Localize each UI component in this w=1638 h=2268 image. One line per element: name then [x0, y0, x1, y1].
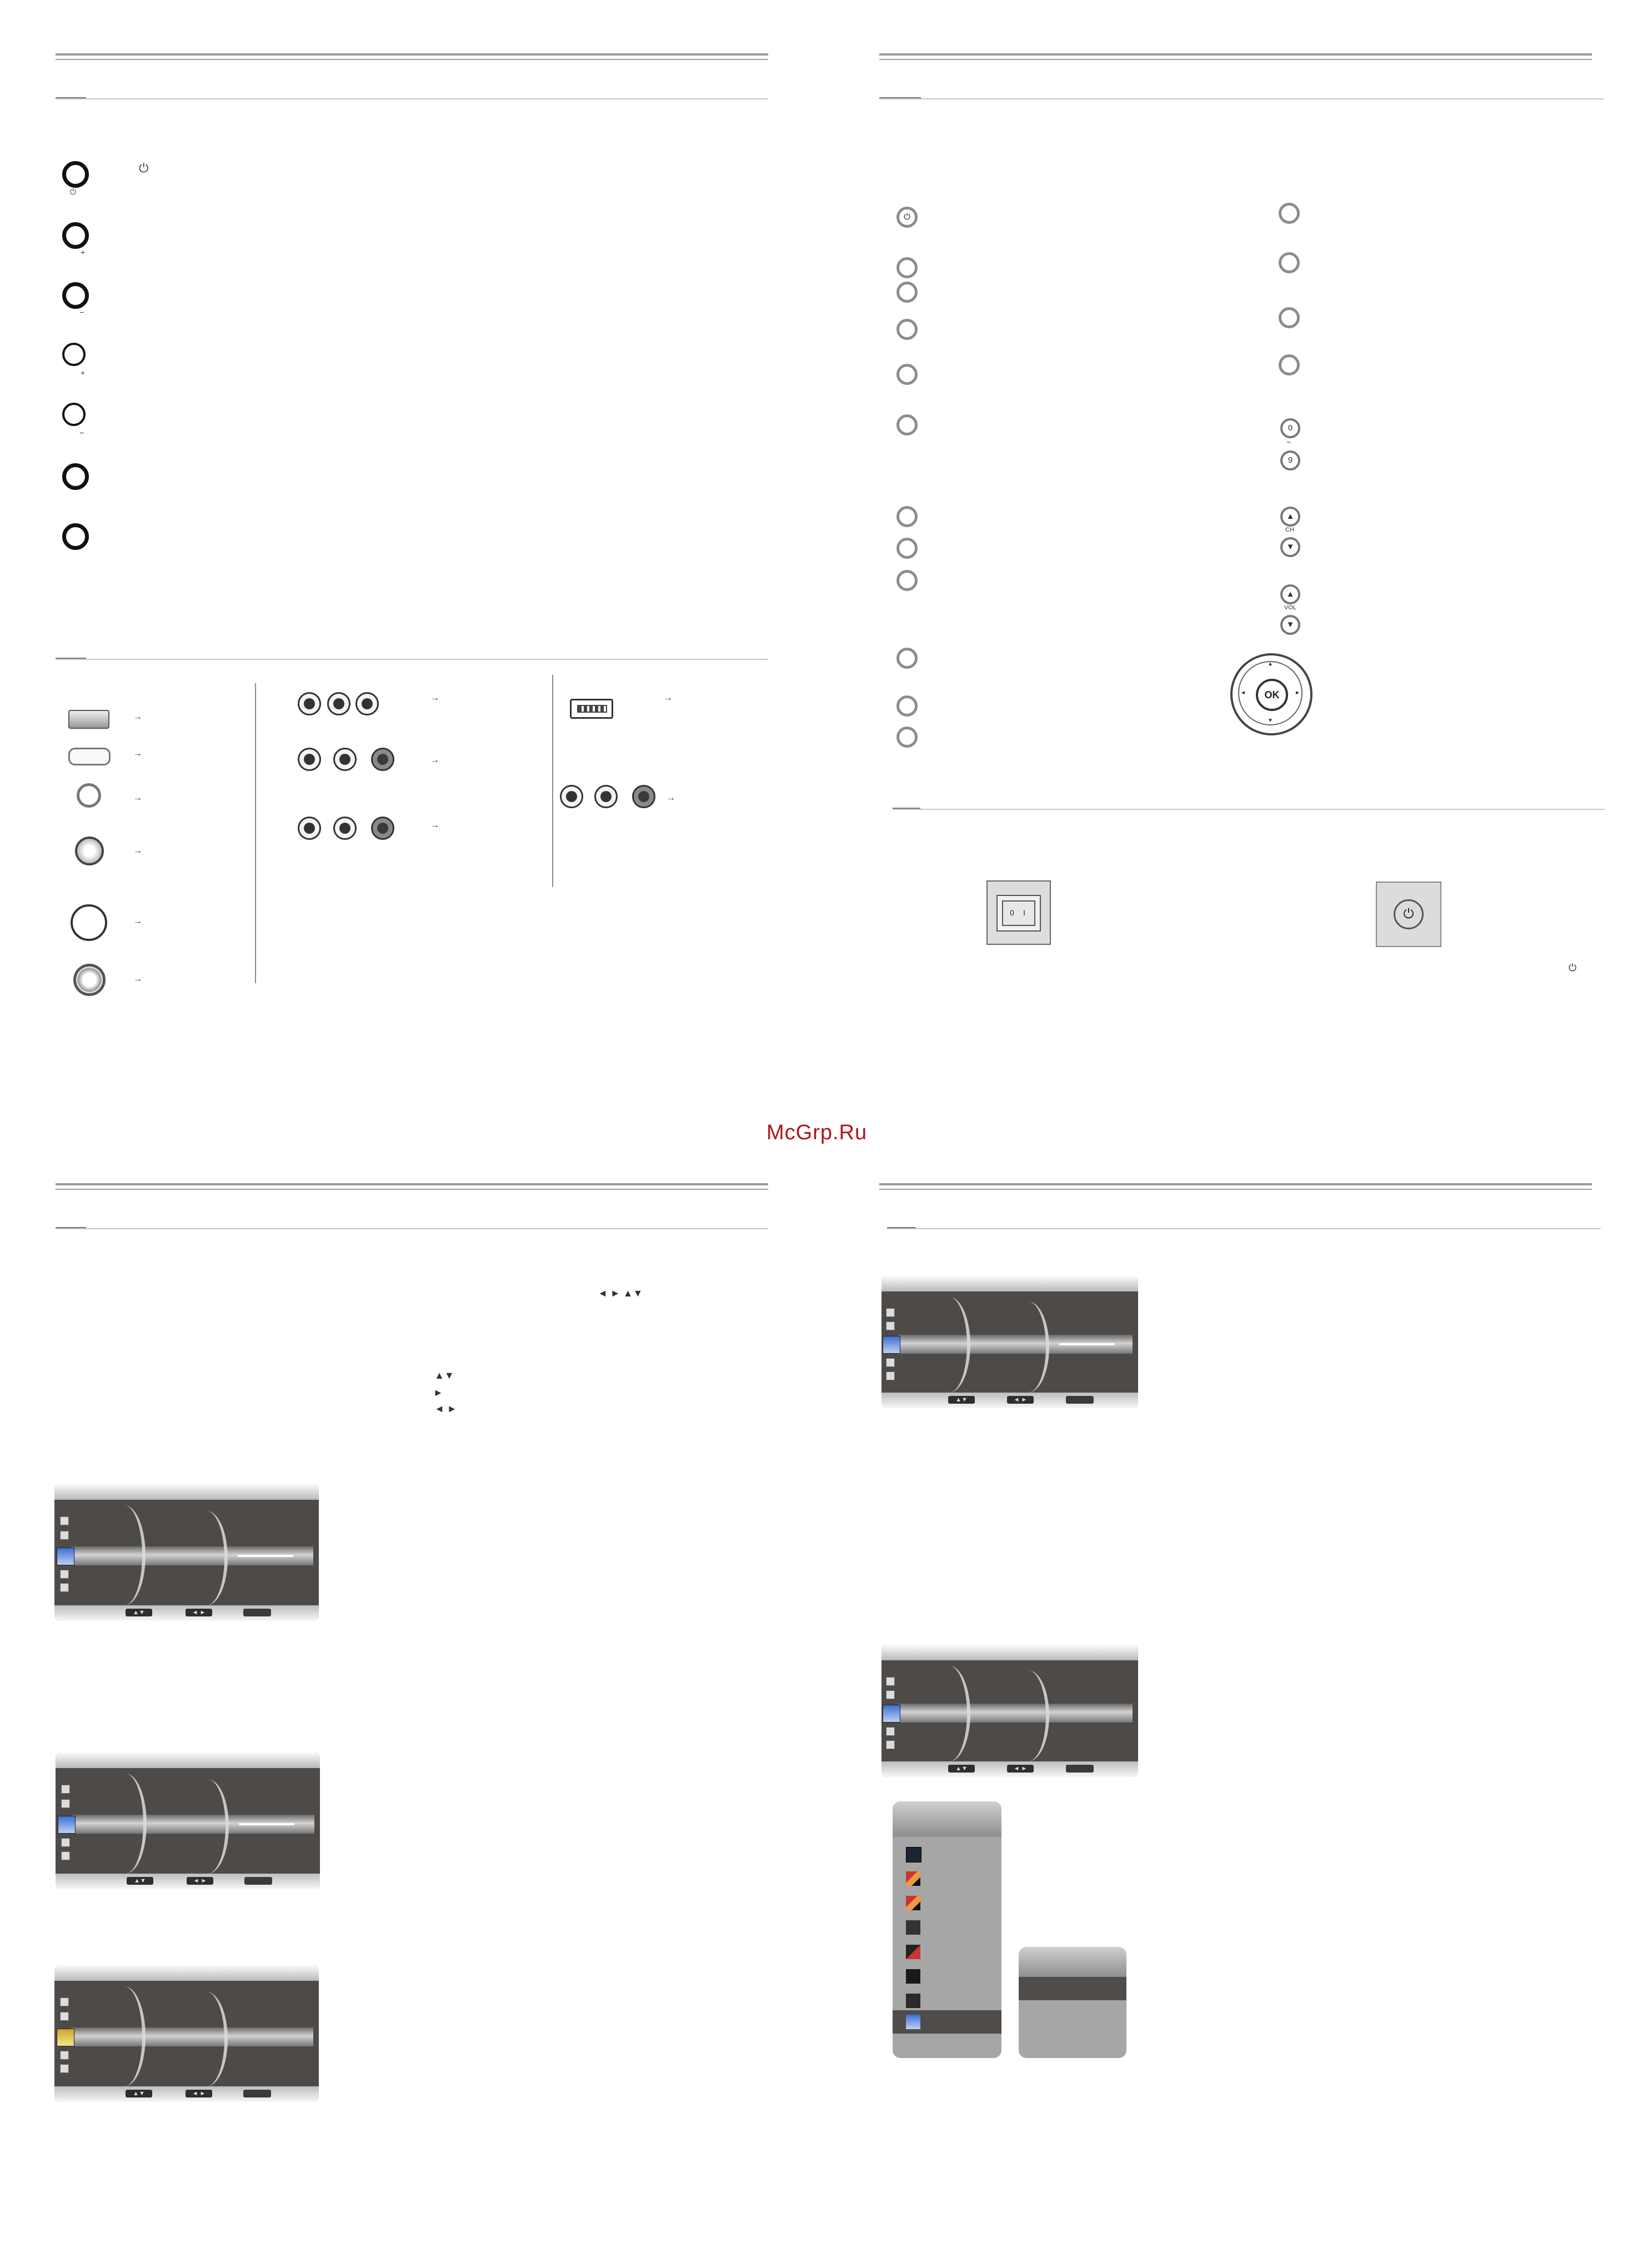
coax-arrow-icon: → [133, 974, 142, 984]
osd-arc-divider [928, 1297, 970, 1393]
osd-key-updown: ▲▼ [948, 1765, 975, 1773]
osd-arc-divider [104, 1774, 147, 1874]
remote-ch-up-icon: ▲ [1280, 507, 1300, 527]
header-rule-thin-right [879, 59, 1592, 60]
av1-video-jack-icon [298, 748, 321, 771]
osd-tab-icon [60, 2064, 69, 2073]
osd-key-updown: ▲▼ [126, 1609, 152, 1616]
remote-nav-up-icon: ▲ [1268, 661, 1273, 667]
vol-up-key-symbol: + [81, 368, 86, 377]
remote-nav-right-icon: ► [1295, 690, 1300, 696]
header-rule-bl [56, 1183, 768, 1185]
osd-tab-icon [886, 1727, 895, 1736]
vol-up-key-icon [62, 343, 86, 366]
osd-arc-divider [187, 1779, 229, 1874]
osd-tab-icon [886, 1358, 895, 1367]
power-section-tag [893, 808, 920, 809]
section-rule-br [887, 1228, 1601, 1229]
av2-arrow-icon: → [430, 820, 439, 830]
header-rule-br [879, 1183, 1592, 1185]
remote-power-icon: ⏻ [896, 207, 918, 228]
osd-slider [1059, 1343, 1115, 1345]
standby-power-button-icon [1376, 882, 1441, 947]
osd-menu-screenshot-3 [54, 1965, 319, 2102]
switch-off-label: 0 [1010, 908, 1014, 917]
remote-digit-9-icon: 9 [1280, 450, 1300, 470]
osd-tab-icon [886, 1677, 895, 1686]
connectors-divider-2 [552, 675, 553, 887]
remote-key-4-icon [896, 319, 918, 340]
source-item-icon [906, 1896, 920, 1910]
source-list-header [893, 1801, 1001, 1837]
watermark: McGrp.Ru [767, 1121, 868, 1144]
av1-audio-l-jack-icon [333, 748, 357, 771]
osd-tab-icon [60, 1583, 69, 1592]
source-item-icon [906, 1920, 920, 1935]
hdmi-arrow-icon: → [133, 712, 142, 722]
section-tag-br [887, 1227, 916, 1228]
osd-tab-icon [60, 2051, 69, 2060]
osd-key-leftright: ◄ ► [186, 1609, 212, 1616]
source-list-panel [893, 1801, 1001, 2058]
osd-tab-icon [886, 1321, 895, 1330]
power-section-rule [893, 809, 1605, 810]
osd-tab-icon [61, 1785, 70, 1794]
vga-arrow-icon: → [133, 749, 142, 758]
remote-key-10-icon [896, 648, 918, 669]
osd-selected-tab-icon [57, 1548, 74, 1565]
osd-menu-screenshot-1 [54, 1484, 319, 1621]
header-rule-right [879, 53, 1592, 56]
remote-digit-range-tilde: ~ [1286, 438, 1291, 447]
connectors-divider-1 [255, 683, 256, 983]
section-tag [56, 97, 86, 98]
source-selected-icon [906, 2015, 920, 2029]
remote-ch-down-icon: ▼ [1280, 537, 1300, 557]
remote-key-12-icon [896, 727, 918, 748]
osd-tab-icon [886, 1690, 895, 1699]
source-item-icon [906, 1945, 920, 1959]
osd-arc-divider [103, 1505, 146, 1605]
av3-video-jack-icon [560, 785, 583, 808]
osd-header [56, 1753, 320, 1768]
osd-key-menu [244, 1877, 272, 1885]
main-power-switch-frame [996, 895, 1041, 932]
remote-key-11-icon [896, 695, 918, 717]
osd-key-menu [243, 1609, 271, 1616]
coax-port-icon [73, 964, 106, 996]
osd-arc-divider [928, 1666, 970, 1761]
component-jack-pb-icon [327, 692, 350, 715]
remote-key-15-icon [1279, 307, 1300, 328]
osd-slider [238, 1555, 293, 1557]
nav-symbol-right: ► [433, 1387, 443, 1398]
osd-tab-icon [61, 1851, 70, 1860]
section-rule-bl [56, 1228, 768, 1229]
section-tag-right [879, 97, 921, 98]
remote-key-14-icon [1279, 252, 1300, 273]
switch-on-label: I [1023, 908, 1025, 917]
header-rule-thin-bl [56, 1189, 768, 1190]
source-item-icon [906, 1847, 921, 1863]
remote-key-5-icon [896, 364, 918, 385]
source-key-icon [62, 523, 89, 550]
osd-selected-tab-icon [883, 1336, 900, 1354]
remote-vol-label: VOL [1284, 604, 1297, 611]
nav-symbol-leftright: ◄ ► [434, 1403, 457, 1414]
osd-arc-divider [186, 1511, 228, 1605]
osd-tab-icon [886, 1740, 895, 1749]
remote-key-3-icon [896, 282, 918, 303]
remote-mute-icon [896, 257, 918, 278]
svideo-port-icon [75, 837, 104, 865]
main-power-switch-icon [986, 880, 1051, 945]
osd-menu-screenshot-4 [881, 1276, 1138, 1408]
nav-symbols-inline: ◄ ► ▲▼ [598, 1288, 643, 1299]
audio-jack-arrow-icon: → [133, 793, 142, 803]
osd-key-leftright: ◄ ► [186, 2090, 212, 2097]
remote-vol-down-icon: ▼ [1280, 615, 1300, 635]
osd-key-leftright: ◄ ► [1007, 1765, 1034, 1773]
component-arrow-icon: → [430, 693, 439, 703]
audio-jack-icon [77, 783, 101, 808]
osd-key-menu [1066, 1765, 1094, 1773]
usb-port-inner [577, 705, 607, 713]
osd-arc-divider [1007, 1301, 1049, 1393]
vga-port-icon [68, 748, 111, 765]
header-rule-thin-br [879, 1189, 1592, 1190]
rf-arrow-icon: → [133, 917, 142, 926]
usb-arrow-icon: → [664, 693, 673, 703]
ch-down-key-symbol: − [79, 308, 84, 317]
remote-ok-button-icon: OK [1256, 679, 1288, 711]
av3-audio-l-jack-icon [594, 785, 618, 808]
osd-menu-screenshot-5 [881, 1645, 1138, 1777]
main-power-switch-rocker [1002, 900, 1035, 926]
header-rule-thin [56, 59, 768, 60]
osd-tab-icon [886, 1371, 895, 1380]
remote-nav-pad-icon [1230, 653, 1313, 735]
osd-tab-icon [61, 1799, 70, 1808]
header-rule [56, 53, 768, 56]
vol-down-key-icon [62, 403, 86, 426]
sub-menu-selected-row [1019, 1977, 1126, 2000]
component-jack-pr-icon [355, 692, 379, 715]
source-item-icon [906, 1871, 920, 1886]
remote-ch-label: CH [1285, 527, 1294, 533]
ch-down-key-icon [62, 282, 89, 309]
remote-vol-up-icon: ▲ [1280, 584, 1300, 604]
standby-power-button-ring: ⏻ [1394, 899, 1424, 929]
osd-arc-divider [103, 1986, 146, 2086]
connectors-section-rule [56, 659, 768, 660]
osd-arc-divider [1007, 1670, 1049, 1761]
av1-audio-r-jack-icon [371, 748, 394, 771]
osd-key-menu [1066, 1396, 1094, 1404]
osd-slider [239, 1823, 294, 1825]
remote-nav-left-icon: ◄ [1240, 690, 1246, 696]
section-rule-right [879, 98, 1604, 99]
osd-tab-icon [886, 1308, 895, 1317]
remote-digit-0-icon: 0 [1280, 418, 1300, 438]
sub-menu-header [1019, 1947, 1126, 1977]
av3-audio-r-jack-icon [632, 785, 655, 808]
osd-tab-icon [60, 2012, 69, 2021]
osd-key-leftright: ◄ ► [1007, 1396, 1034, 1404]
ch-up-key-symbol: + [81, 248, 86, 257]
svideo-arrow-icon: → [133, 846, 142, 855]
osd-key-leftright: ◄ ► [187, 1877, 213, 1885]
connectors-section-tag [56, 658, 86, 659]
osd-header [54, 1484, 319, 1500]
source-item-icon [906, 1994, 920, 2008]
remote-key-7-icon [896, 506, 918, 527]
sub-menu-panel [1019, 1947, 1126, 2058]
standby-symbol-note: ⏻ [1569, 962, 1577, 973]
osd-selected-tab-icon [883, 1705, 900, 1723]
osd-header [881, 1645, 1138, 1660]
av1-arrow-icon: → [430, 755, 439, 765]
osd-key-menu [243, 2090, 271, 2097]
av2-audio-l-jack-icon [333, 817, 357, 840]
vol-down-key-symbol: − [79, 428, 84, 437]
osd-header [54, 1965, 319, 1981]
osd-header [881, 1276, 1138, 1291]
source-item-icon [906, 1969, 920, 1984]
osd-key-updown: ▲▼ [126, 2090, 152, 2097]
remote-key-8-icon [896, 538, 918, 559]
av2-audio-r-jack-icon [371, 817, 394, 840]
remote-key-9-icon [896, 570, 918, 591]
section-tag-bl [56, 1227, 86, 1228]
osd-menu-screenshot-2 [56, 1753, 320, 1889]
osd-arc-divider [186, 1992, 228, 2086]
component-jack-y-icon [298, 692, 321, 715]
osd-tab-icon [60, 1531, 69, 1540]
osd-tab-icon [60, 1997, 69, 2006]
section-rule [56, 98, 768, 99]
usb-port-icon [570, 699, 613, 719]
power-key-icon [62, 161, 89, 188]
nav-symbol-updown: ▲▼ [434, 1370, 454, 1381]
av3-arrow-icon: → [667, 793, 675, 803]
osd-tab-icon [60, 1570, 69, 1579]
osd-selected-tab-icon [57, 2029, 74, 2046]
remote-nav-down-icon: ▼ [1268, 718, 1273, 724]
osd-tab-icon [60, 1516, 69, 1525]
av2-video-jack-icon [298, 817, 321, 840]
rf-port-icon [71, 904, 107, 941]
osd-key-updown: ▲▼ [948, 1396, 975, 1404]
osd-selected-tab-icon [58, 1816, 76, 1834]
hdmi-port-icon [68, 710, 109, 729]
osd-tab-icon [61, 1838, 70, 1847]
remote-key-13-icon [1279, 203, 1300, 224]
ch-up-key-icon [62, 222, 89, 249]
remote-key-6-icon [896, 414, 918, 435]
menu-key-icon [62, 463, 89, 490]
osd-key-updown: ▲▼ [127, 1877, 153, 1885]
power-key-symbol: ⏻ [70, 187, 77, 196]
power-symbol-inline: ⏻ [139, 161, 149, 175]
remote-key-16-icon [1279, 354, 1300, 376]
